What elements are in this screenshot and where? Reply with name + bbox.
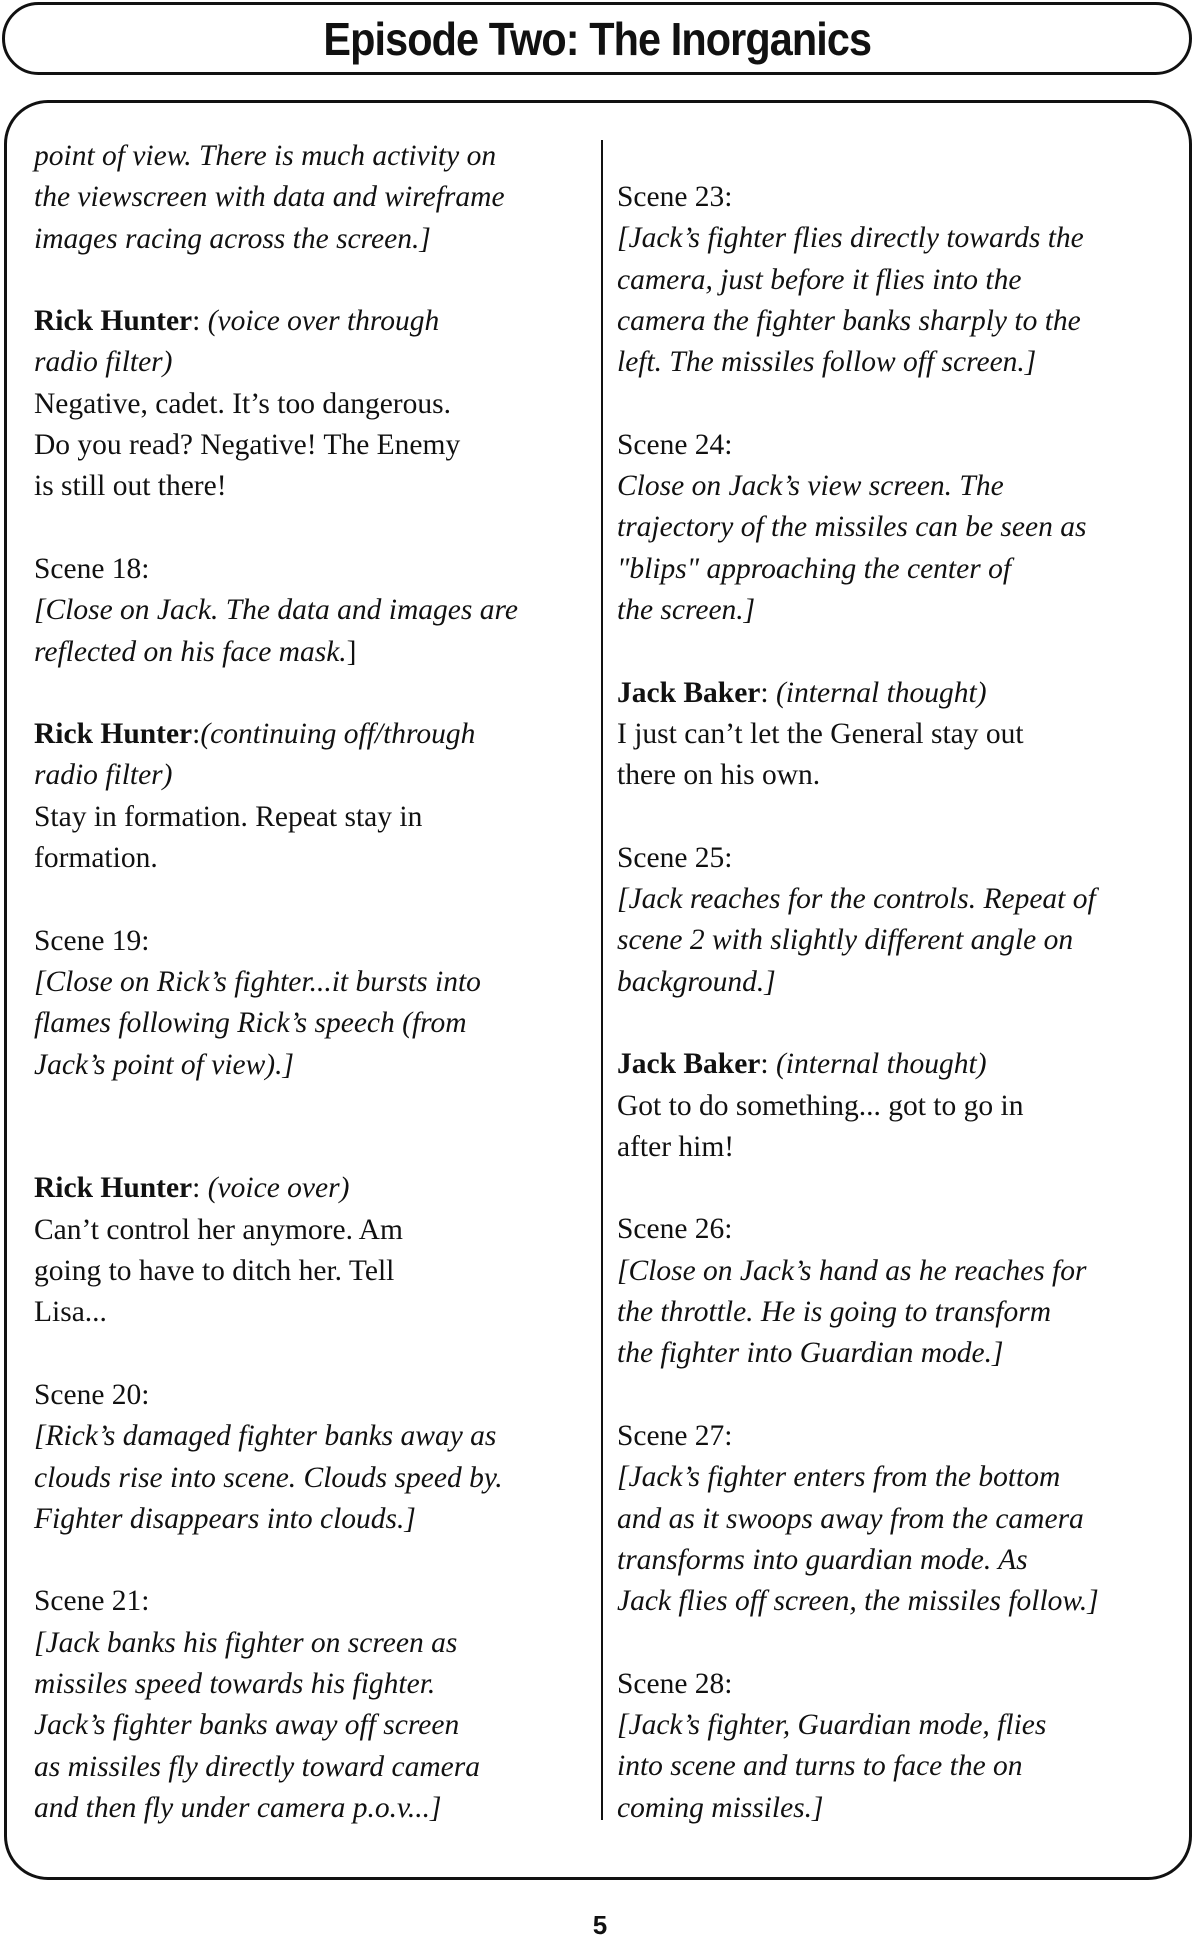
parenthetical: (voice over) [207,1172,350,1205]
speaker-colon: : [760,1048,776,1081]
dialogue-block [617,1044,1187,1168]
speaker-line [34,714,594,755]
text-line: trajectory of the missiles can be seen as [617,511,1087,544]
page-title: Episode Two: The Inorganics [323,12,871,65]
speaker-line [34,1168,594,1209]
text-line: Fighter disappears into clouds.] [34,1502,416,1535]
scene-heading: Scene 18: [34,552,150,585]
text-fragment: ] [346,635,357,668]
text-line: Jack’s point of view).] [34,1048,294,1081]
dialogue-line: Do you read? Negative! The Enemy [34,429,461,462]
parenthetical: (continuing off/through [200,718,476,751]
dialogue-block [34,1168,594,1333]
speaker-name: Rick Hunter [34,1172,193,1205]
scene-block [617,1664,1187,1829]
text-line: "blips" approaching the center of [617,552,1012,585]
text-line: clouds rise into scene. Clouds speed by. [34,1461,503,1494]
text-line: [Close on Rick’s fighter...it bursts into [34,965,481,998]
text-fragment: reflected on his face mask. [34,635,347,668]
speaker-line [34,301,594,342]
dialogue-line: Got to do something... got to go in [617,1089,1024,1122]
parenthetical: (voice over through [207,305,440,338]
dialogue-line: going to have to ditch her. Tell [34,1255,395,1288]
text-line: and as it swoops away from the camera [617,1502,1084,1535]
text-line: Jack flies off screen, the missiles follow.] [617,1585,1099,1618]
dialogue-line: Lisa... [34,1296,107,1329]
parenthetical: (internal thought) [775,676,987,709]
scene-block [617,177,1187,383]
dialogue-line: is still out there! [34,470,227,503]
text-line: into scene and turns to face the on [617,1750,1023,1783]
text-line: camera the fighter banks sharply to the [617,304,1081,337]
scene-heading: Scene 26: [617,1213,733,1246]
dialogue-line: I just can’t let the General stay out [617,717,1024,750]
text-line: [Jack’s fighter flies directly towards the [617,222,1084,255]
page-number: 5 [592,1910,608,1940]
text-line: [Jack banks his fighter on screen as [34,1626,458,1659]
dialogue-line: there on his own. [617,759,821,792]
text-line: [Close on Jack’s hand as he reaches for [617,1254,1087,1287]
dialogue-line: Negative, cadet. It’s too dangerous. [34,387,451,420]
scene-block [617,1416,1187,1622]
scene-block [617,838,1187,1003]
scene-block [34,549,594,673]
scene-block [617,1209,1187,1374]
speaker-line [617,673,1187,714]
text-line: coming missiles.] [617,1791,824,1824]
text-line: transforms into guardian mode. As [617,1543,1028,1576]
text-line: the screen.] [617,593,756,626]
text-line: images racing across the screen.] [34,222,431,255]
text-line: Close on Jack’s view screen. The [617,470,1004,503]
parenthetical: radio filter) [34,759,173,792]
dialogue-line: after him! [617,1130,735,1163]
header-banner [2,2,1192,75]
scene-heading: Scene 24: [617,428,733,461]
scene-heading: Scene 28: [617,1667,733,1700]
speaker-colon: : [760,676,776,709]
scene-block [34,1375,594,1540]
speaker-name: Jack Baker [617,676,761,709]
text-line: as missiles fly directly toward camera [34,1750,481,1783]
scene-block [34,921,594,1086]
text-line: [Close on Jack. The data and images are [34,594,518,627]
text-line: point of view. There is much activity on [34,140,497,172]
left-column [34,136,594,1870]
text-line: [Jack’s fighter, Guardian mode, flies [617,1708,1047,1741]
text-line: the fighter into Guardian mode.] [617,1337,1004,1370]
parenthetical: radio filter) [34,346,173,379]
dialogue-block [617,673,1187,797]
text-line: missiles speed towards his fighter. [34,1667,436,1700]
scene-heading: Scene 21: [34,1585,150,1618]
dialogue-block [34,714,594,879]
dialogue-block [34,301,594,507]
parenthetical: (internal thought) [775,1048,987,1081]
text-line: flames following Rick’s speech (from [34,1007,467,1040]
speaker-name: Jack Baker [617,1048,761,1081]
dialogue-line: formation. [34,842,158,875]
text-line: [Jack’s fighter enters from the bottom [617,1461,1061,1494]
scene-heading: Scene 19: [34,924,150,957]
dialogue-line: Stay in formation. Repeat stay in [34,800,423,833]
speaker-colon: : [192,718,201,751]
speaker-colon: : [192,305,208,338]
speaker-name: Rick Hunter [34,718,193,751]
column-divider [601,140,603,1820]
text-line: [Jack reaches for the controls. Repeat of [617,883,1096,916]
scene-heading: Scene 20: [34,1378,150,1411]
text-line: and then fly under camera p.o.v...] [34,1791,442,1824]
scene-block [34,1581,594,1829]
text-line [34,632,594,673]
text-line: Jack’s fighter banks away off screen [34,1709,460,1742]
dialogue-line: Can’t control her anymore. Am [34,1213,403,1246]
scene-heading: Scene 23: [617,181,733,213]
speaker-name: Rick Hunter [34,305,193,338]
text-line: left. The missiles follow off screen.] [617,346,1037,379]
speaker-colon: : [192,1172,208,1205]
text-line: background.] [617,965,776,998]
text-line: camera, just before it flies into the [617,263,1022,296]
scene-heading: Scene 25: [617,841,733,874]
text-line: [Rick’s damaged fighter banks away as [34,1420,497,1453]
text-line: the throttle. He is going to transform [617,1296,1052,1329]
text-line: scene 2 with slightly different angle on [617,924,1074,957]
text-line: the viewscreen with data and wireframe [34,181,505,214]
stage-direction [34,136,594,260]
right-column [617,177,1187,1870]
speaker-line [617,1044,1187,1085]
scene-heading: Scene 27: [617,1419,733,1452]
scene-block [617,425,1187,631]
